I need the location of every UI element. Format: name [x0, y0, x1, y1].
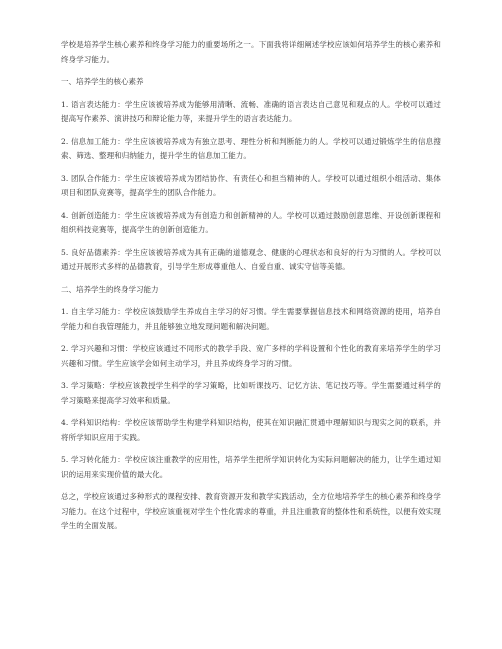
intro-paragraph: 学校是培养学生核心素养和终身学习能力的重要场所之一。下面我将详细阐述学校应该如何培养学生的核心素养和终身学习能力。: [61, 40, 441, 64]
document-page: [61, 38, 441, 542]
section-2-item-3: 3. 学习策略：学校应该教授学生科学的学习策略，比如听课技巧、记忆方法、笔记技巧等。学生需要通过科学的学习策略来提高学习效率和质量。: [61, 381, 441, 405]
section-1-item-1: 1. 语言表达能力：学生应该被培养成为能够用清晰、流畅、准确的语言表达自己意见和观点的人。学校可以通过提高写作素养、演讲技巧和辩论能力等，来提升学生的语言表达能力。: [61, 99, 441, 123]
section-2-item-2: 2. 学习兴趣和习惯：学校应该通过不同形式的教学手段、宽广多样的学科设置和个性化的教育来培养学生的学习兴趣和习惯。学生应该学会如何主动学习，并且养成终身学习的习惯。: [61, 344, 441, 368]
section-1-heading: 一、培养学生的核心素养: [61, 77, 144, 86]
section-2-item-4: 4. 学科知识结构：学校应该帮助学生构建学科知识结构，使其在知识融汇贯通中理解知识与现实之间的联系，并将所学知识应用于实践。: [61, 418, 441, 442]
section-1-item-5: 5. 良好品德素养：学生应该被培养成为具有正确的道德观念、健康的心理状态和良好的行为习惯的人。学校可以通过开展形式多样的品德教育，引导学生形成尊重他人、自爱自重、诚实守信等美德。: [61, 247, 441, 271]
section-2-item-1: 1. 自主学习能力：学校应该鼓励学生养成自主学习的好习惯。学生需要掌握信息技术和网络资源的使用，培养自学能力和自我管理能力，并且能够独立地发现问题和解决问题。: [61, 307, 441, 331]
section-2-heading: 二、培养学生的终身学习能力: [61, 284, 159, 294]
conclusion-paragraph: 总之，学校应该通过多种形式的课程安排、教育资源开发和教学实践活动，全方位地培养学生的核心素养和终身学习能力。在这个过程中，学校应该重视对学生个性化需求的尊重，并且注重教育的整体性和系统性，以便有效实现学生的全面发展。: [61, 492, 441, 530]
section-2-item-5: 5. 学习转化能力：学校应该注重教学的应用性，培养学生把所学知识转化为实际问题解决的能力，让学生通过知识的运用来实现价值的最大化。: [61, 455, 441, 479]
section-1-item-3: 3. 团队合作能力：学生应该被培养成为团结协作、有责任心和担当精神的人。学校可以通过组织小组活动、集体项目和团队竞赛等，提高学生的团队合作能力。: [61, 173, 441, 197]
section-1-item-2: 2. 信息加工能力：学生应该被培养成为有独立思考、理性分析和判断能力的人。学校可以通过锻炼学生的信息搜索、筛选、整理和归纳能力，提升学生的信息加工能力。: [61, 136, 441, 160]
section-1-item-4: 4. 创新创造能力：学生应该被培养成为有创造力和创新精神的人。学校可以通过鼓励创意思维、开设创新课程和组织科技竞赛等，提高学生的创新创造能力。: [61, 210, 441, 234]
